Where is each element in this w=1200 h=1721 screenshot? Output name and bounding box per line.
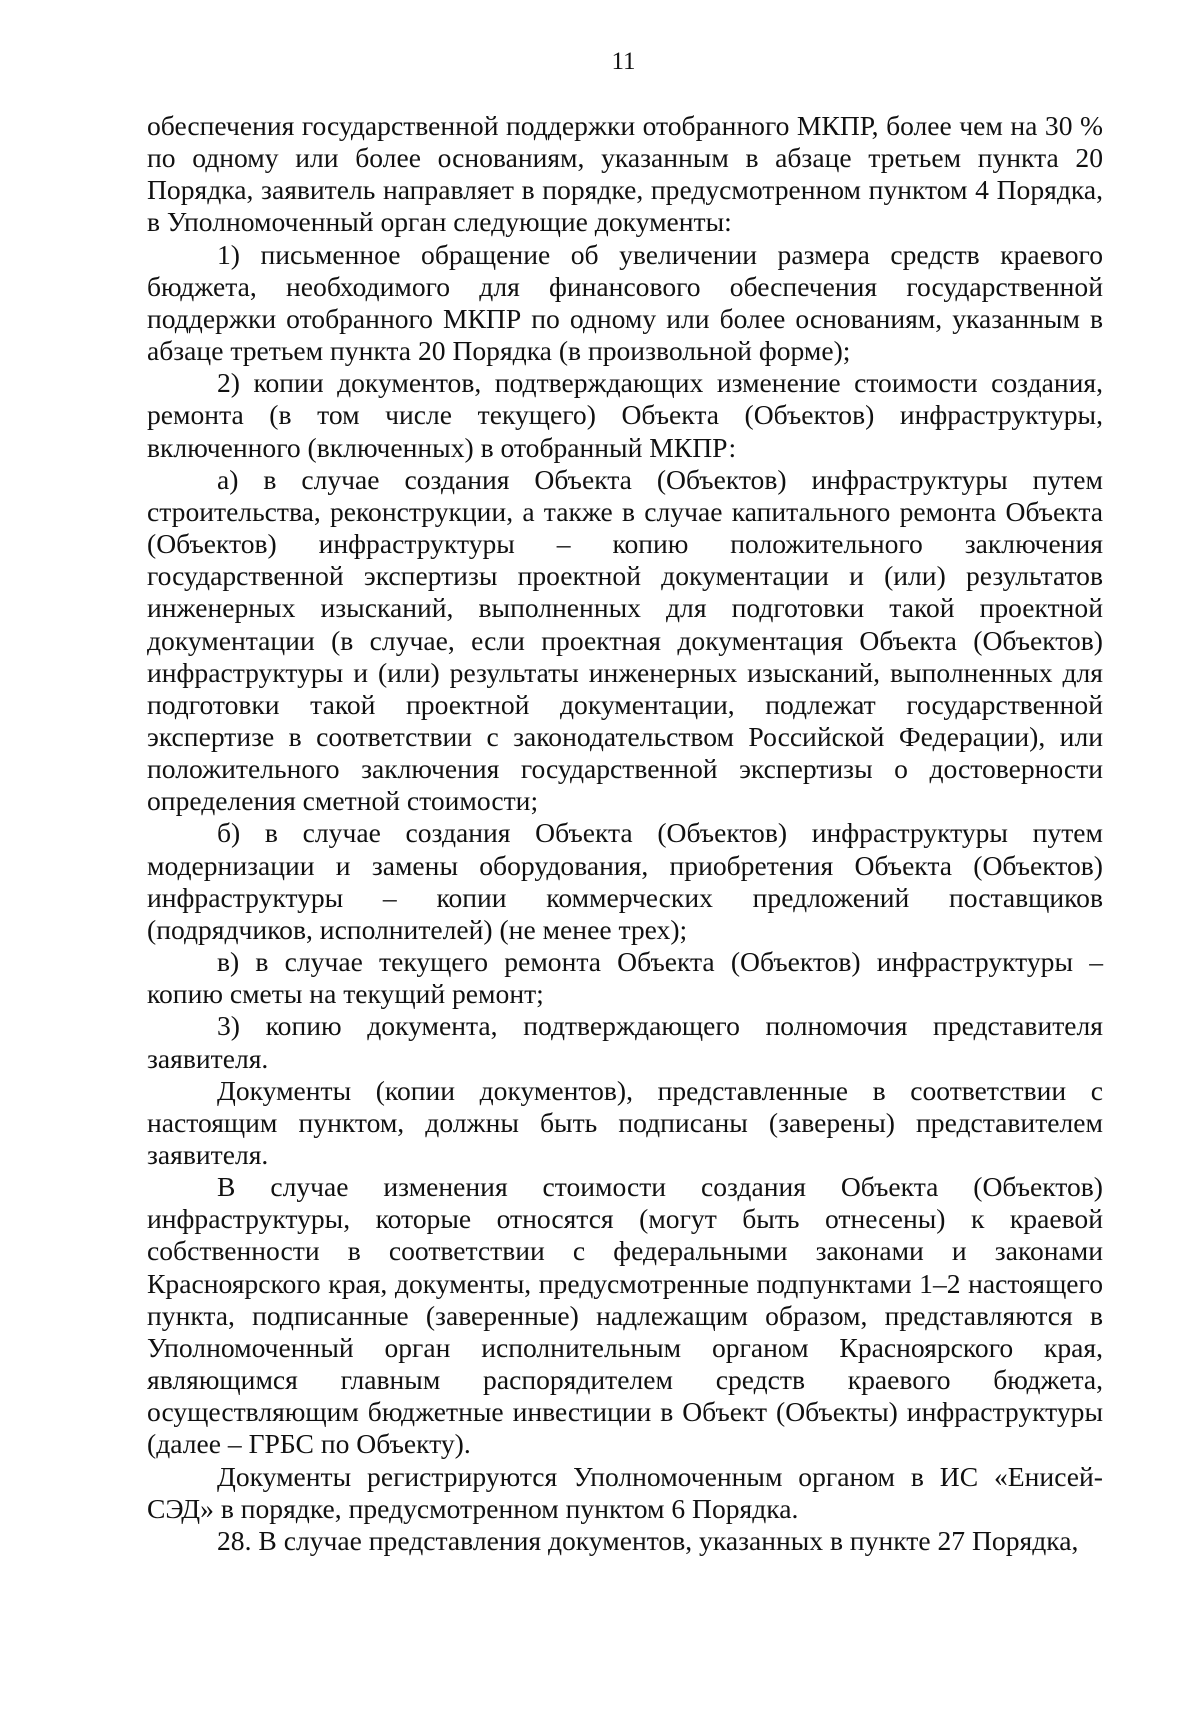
paragraph-subitem-b: б) в случае создания Объекта (Объектов) инфраструктуры путем модернизации и замены оборудования, приобретения Объекта (Объектов) инфраструктуры – копии коммерческих предложений поставщиков (подрядчиков, исполнителей) (не менее трех);: [147, 817, 1103, 945]
paragraph-regional-property: В случае изменения стоимости создания Объекта (Объектов) инфраструктуры, которые относятся (могут быть отнесены) к краевой собственности в соответствии с федеральными законами и законами Красноярского края, документы, предусмотренные подпунктами 1–2 настоящего пункта, подписанные (заверенные) надлежащим образом, представляются в Уполномоченный орган исполнительным органом Красноярского края, являющимся главным распорядителем средств краевого бюджета, осуществляющим бюджетные инвестиции в Объект (Объекты) инфраструктуры (далее – ГРБС по Объекту).: [147, 1171, 1103, 1460]
paragraph-signing-requirement: Документы (копии документов), представленные в соответствии с настоящим пунктом, должны быть подписаны (заверены) представителем заявителя.: [147, 1074, 1103, 1170]
paragraph-item-3: 3) копию документа, подтверждающего полномочия представителя заявителя.: [147, 1010, 1103, 1074]
page-number: 11: [611, 48, 636, 75]
paragraph-continuation: обеспечения государственной поддержки отобранного МКПР, более чем на 30 % по одному или более основаниям, указанным в абзаце третьем пункта 20 Порядка, заявитель направляет в порядке, предусмотренном пунктом 4 Порядка, в Уполномоченный орган следующие документы:: [147, 110, 1103, 238]
paragraph-item-1: 1) письменное обращение об увеличении размера средств краевого бюджета, необходимого для финансового обеспечения государственной поддержки отобранного МКПР по одному или более основаниям, указанным в абзаце третьем пункта 20 Порядка (в произвольной форме);: [147, 238, 1103, 367]
paragraph-item-2: 2) копии документов, подтверждающих изменение стоимости создания, ремонта (в том числе текущего) Объекта (Объектов) инфраструктуры, включенного (включенных) в отобранный МКПР:: [147, 367, 1103, 463]
paragraph-point-28: 28. В случае представления документов, указанных в пункте 27 Порядка,: [217, 1524, 1079, 1556]
paragraph-subitem-v: в) в случае текущего ремонта Объекта (Объектов) инфраструктуры – копию сметы на текущий ремонт;: [147, 946, 1103, 1010]
paragraph-subitem-a: а) в случае создания Объекта (Объектов) инфраструктуры путем строительства, реконструкции, а также в случае капитального ремонта Объекта (Объектов) инфраструктуры – копию положительного заключения государственной экспертизы проектной документации и (или) результатов инженерных изысканий, выполненных для подготовки такой проектной документации (в случае, если проектная документация Объекта (Объектов) инфраструктуры и (или) результаты инженерных изысканий, выполненных для подготовки такой проектной документации, подлежат государственной экспертизе в соответствии с законодательством Российской Федерации), или положительного заключения государственной экспертизы о достоверности определения сметной стоимости;: [147, 463, 1103, 817]
document-body: [147, 110, 1103, 1557]
paragraph-registration: Документы регистрируются Уполномоченным органом в ИС «Енисей-СЭД» в порядке, предусмотренном пунктом 6 Порядка.: [147, 1460, 1103, 1524]
